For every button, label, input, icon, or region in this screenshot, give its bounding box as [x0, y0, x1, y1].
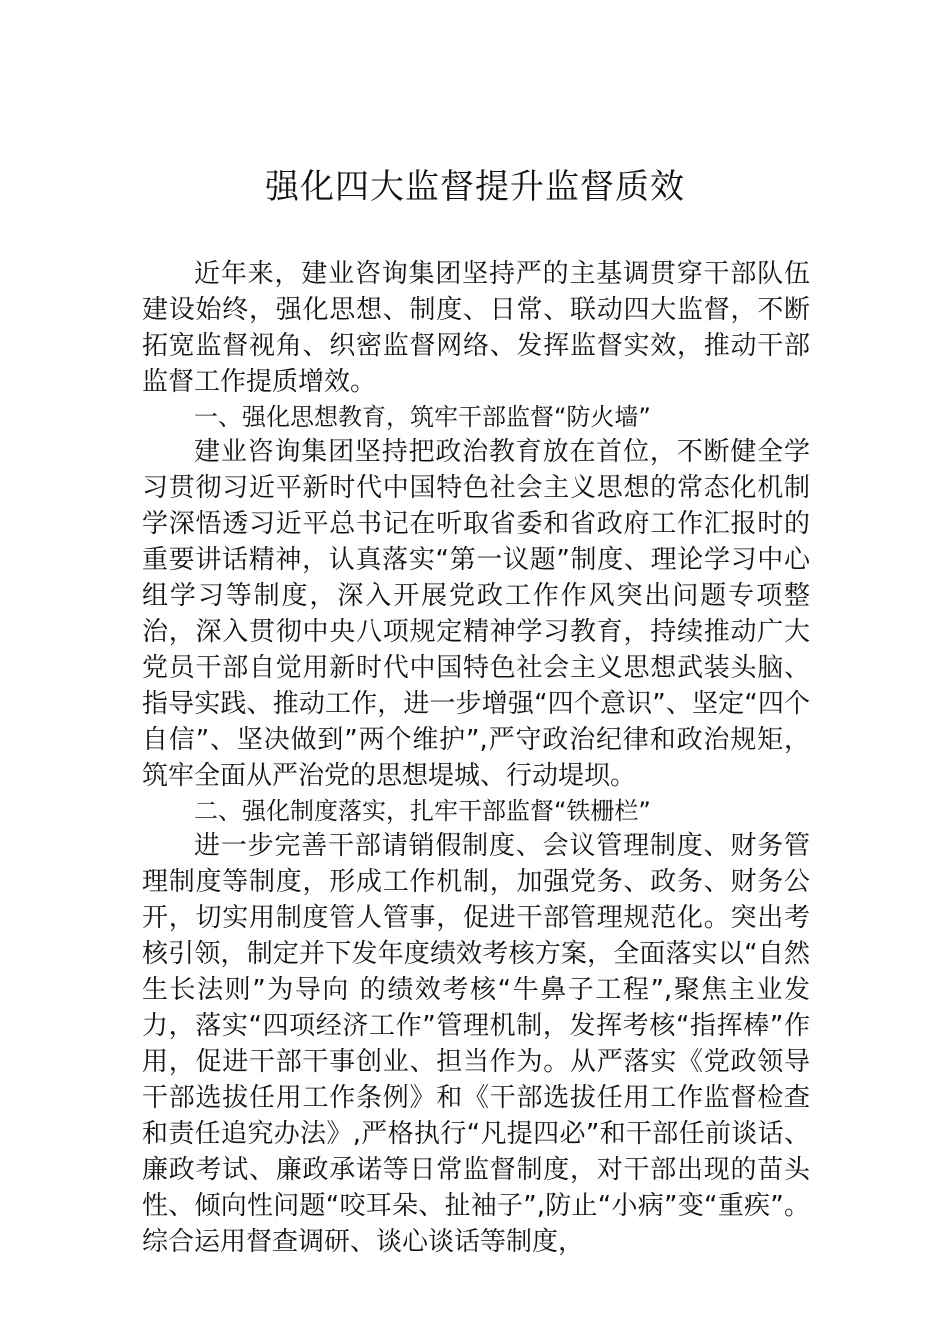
section-2-paragraph: 进一步完善干部请销假制度、会议管理制度、财务管理制度等制度，形成工作机制，加强党务、政务、财务公开，切实用制度管人管事，促进干部管理规范化。突出考核引领，制定并下发年度绩效考核方案，全面落实以“自然生长法则”为导向 的绩效考核“牛鼻子工程”,聚焦主业发力，落实“四项经济工作”管理机制，发挥考核“指挥棒”作用，促进干部干事创业、担当作为。从严落实《党政领导干部选拔任用工作条例》和《干部选拔任用工作监督检查和责任追究办法》,严格执行“凡提四必”和干部任前谈话、廉政考试、廉政承诺等日常监督制度，对干部出现的苗头性、倾向性问题“咬耳朵、扯袖子”,防止“小病”变“重疾”。综合运用督查调研、谈心谈话等制度，: [142, 831, 810, 1257]
intro-paragraph: 近年来，建业咨询集团坚持严的主基调贯穿干部队伍建设始终，强化思想、制度、日常、联动四大监督，不断拓宽监督视角、织密监督网络、发挥监督实效，推动干部监督工作提质增效。: [142, 259, 810, 397]
section-1-paragraph: 建业咨询集团坚持把政治教育放在首位，不断健全学习贯彻习近平新时代中国特色社会主义思想的常态化机制学深悟透习近平总书记在听取省委和省政府工作汇报时的重要讲话精神，认真落实“第一议题”制度、理论学习中心组学习等制度，深入开展党政工作作风突出问题专项整治，深入贯彻中央八项规定精神学习教育，持续推动广大党员干部自觉用新时代中国特色社会主义思想武装头脑、指导实践、推动工作，进一步增强“四个意识”、坚定“四个自信”、坚决做到”两个维护”,严守政治纪律和政治规矩，筑牢全面从严治党的思想堤城、行动堤坝。: [142, 437, 810, 791]
document-body: [142, 256, 810, 1260]
document-title: 强化四大监督提升监督质效: [265, 167, 685, 207]
section-heading-1: 一、强化思想教育，筑牢干部监督“防火墙”: [194, 403, 651, 431]
section-heading-2: 二、强化制度落实，扎牢干部监督“铁栅栏”: [194, 797, 651, 825]
